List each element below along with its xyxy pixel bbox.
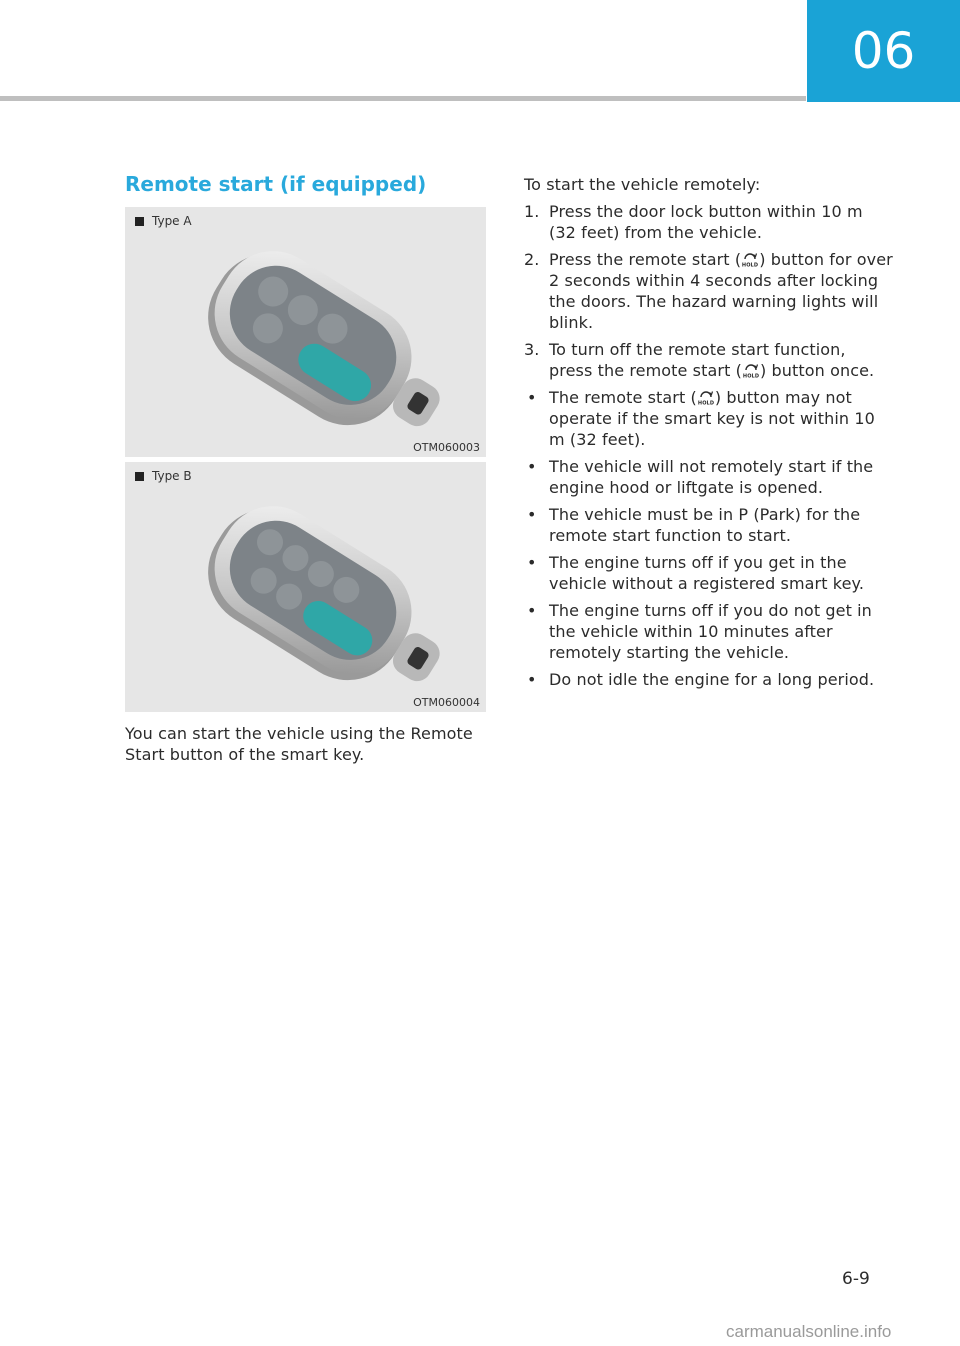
remote-start-hold-icon <box>741 250 759 267</box>
bullet-dot: • <box>527 670 537 689</box>
bullet-text: The vehicle must be in P (Park) for the remote start function to start. <box>549 505 861 545</box>
smart-key-type-b-image <box>125 462 486 712</box>
figure-type-a <box>125 207 486 457</box>
bullet-text-after: ) button may not operate if the smart key is not within 10 m (32 feet). <box>549 388 875 449</box>
figure-type-label <box>135 469 192 483</box>
figure-type-text: Type B <box>152 469 192 483</box>
instructions-lead: To start the vehicle remotely: <box>524 175 761 194</box>
step-number: 2. <box>524 250 540 269</box>
hold-caption: HOLD <box>742 262 759 267</box>
bullet-item <box>524 669 894 690</box>
step-item <box>524 339 894 381</box>
section-title: Remote start (if equipped) <box>125 172 427 196</box>
watermark-link[interactable]: carmanualsonline.info <box>726 1322 892 1341</box>
step-text-after: ) button once. <box>759 361 875 380</box>
bullet-dot: • <box>527 505 537 524</box>
chapter-tab <box>807 0 960 102</box>
bullet-item <box>524 456 894 498</box>
intro-paragraph: You can start the vehicle using the Remote Start button of the smart key. <box>125 724 473 764</box>
remote-start-hold-icon <box>742 361 760 378</box>
bullet-dot: • <box>527 553 537 572</box>
bullet-item <box>524 504 894 546</box>
square-bullet-icon <box>135 472 144 481</box>
step-text-before: To turn off the remote start function, press the remote start ( <box>549 340 846 380</box>
step-text-after: ) button for over 2 seconds within 4 seconds after locking the doors. The hazard warning lights will blink. <box>549 250 893 332</box>
header-rule <box>0 96 806 101</box>
chapter-number: 06 <box>851 22 916 80</box>
step-item <box>524 249 894 333</box>
figure-type-text: Type A <box>152 214 192 228</box>
page-number: 6-9 <box>842 1269 870 1289</box>
instructions-column <box>524 174 894 696</box>
figure-code: OTM060003 <box>413 441 480 454</box>
step-item <box>524 201 894 243</box>
bullet-text: Do not idle the engine for a long period. <box>549 670 875 689</box>
step-text-before: Press the remote start ( <box>549 250 742 269</box>
bullet-text: The engine turns off if you do not get in the vehicle within 10 minutes after remotely starting the vehicle. <box>549 601 872 662</box>
square-bullet-icon <box>135 217 144 226</box>
figure-code: OTM060004 <box>413 696 480 709</box>
bullet-text: The engine turns off if you get in the vehicle without a registered smart key. <box>549 553 865 593</box>
bullet-dot: • <box>527 388 537 407</box>
hold-caption: HOLD <box>697 400 714 405</box>
bullet-dot: • <box>527 457 537 476</box>
bullet-item <box>524 552 894 594</box>
remote-start-hold-icon <box>697 388 715 405</box>
step-number: 3. <box>524 340 540 359</box>
step-number: 1. <box>524 202 540 221</box>
hold-caption: HOLD <box>742 373 760 378</box>
bullet-item <box>524 387 894 450</box>
bullet-text-before: The remote start ( <box>549 388 697 407</box>
figure-type-label <box>135 214 192 228</box>
step-text: Press the door lock button within 10 m (32 feet) from the vehicle. <box>549 202 863 242</box>
smart-key-type-a-image <box>125 207 486 457</box>
figure-type-b <box>125 462 486 712</box>
bullet-text: The vehicle will not remotely start if the engine hood or liftgate is opened. <box>549 457 874 497</box>
bullet-item <box>524 600 894 663</box>
bullet-dot: • <box>527 601 537 620</box>
